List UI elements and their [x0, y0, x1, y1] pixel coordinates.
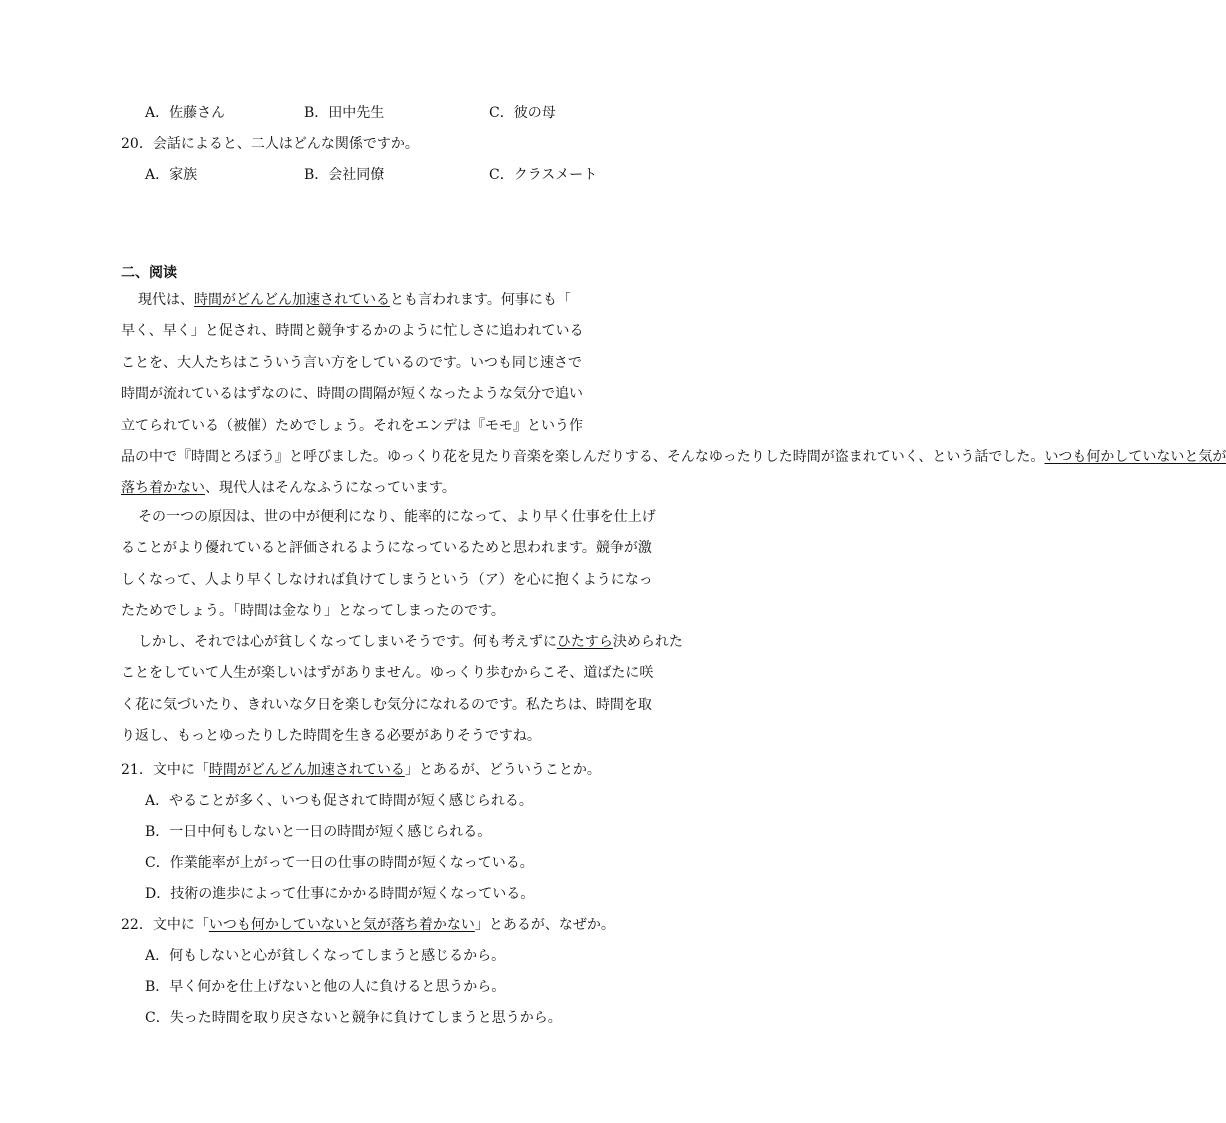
p1-line1-rest: とも言われます。何事にも「: [390, 292, 571, 308]
p1-text-end: 、現代人はそんなふうになっています。: [205, 480, 456, 497]
q20-option-c: C．クラスメート: [489, 167, 598, 183]
p2-line-4: たためでしょう。「時間は金なり」となってしまったのです。: [121, 603, 505, 620]
reading-paragraph-2: [121, 502, 677, 628]
p3-underline-hitasura: ひたすら: [556, 634, 613, 650]
p1-line-5: 立てられている（被催）ためでしょう。それをエンデは『モモ』という作: [121, 417, 583, 434]
p1-underline-restless-b: 落ち着かない: [121, 480, 205, 497]
q22-question: [121, 914, 615, 934]
q20-option-b: B．会社同僚: [304, 167, 385, 183]
p1-line-4: 時間が流れているはずなのに、時間の間隔が短くなったような気分で追い: [121, 386, 583, 403]
q20-question: 20．会話によると、二人はどんな関係ですか。: [121, 136, 419, 152]
q21-option-a: A．やることが多く、いつも促されて時間が短く感じられる。: [145, 793, 533, 809]
p1-line-6: 品の中で『時間とろぼう』と呼びました。ゆっくり花を見たり音楽を楽しんだりする、そんなゆったりした時間が盗まれていく、という話でした。いつも何かしていないと気が: [121, 449, 1226, 466]
q22-option-a: A．何もしないと心が貧しくなってしまうと感じるから。: [145, 948, 506, 964]
p3-line-4: り返し、もっとゆったりした時間を生きる必要がありそうですね。: [121, 728, 541, 745]
p1-line-7: [121, 473, 677, 504]
q19-option-b: B．田中先生: [304, 105, 385, 121]
q21-quote: 時間がどんどん加速されている: [208, 762, 405, 778]
p2-line-2: ることがより優れていると評価されるようになっているためと思われます。競争が激: [121, 540, 652, 557]
q22-option-b: B．早く何かを仕上げないと他の人に負けると思うから。: [145, 979, 506, 995]
reading-paragraph-3: [121, 627, 683, 753]
q22-quote: いつも何かしていないと気が落ち着かない: [208, 917, 475, 933]
p3-line-1: しかし、それでは心が貧しくなってしまいそうです。何も考えずにひたすら決められた: [138, 634, 683, 650]
p3-line-2: ことをしていて人生が楽しいはずがありません。ゆっくり歩むからこそ、道ばたに咲: [121, 665, 654, 682]
p1-line-2: 早く、早く」と促され、時間と競争するかのように忙しさに追われている: [121, 323, 584, 340]
q21-prefix: 21．文中に「: [121, 762, 209, 778]
q21-option-c: C．作業能率が上がって一日の仕事の時間が短くなっている。: [145, 855, 534, 871]
q21-suffix: 」とあるが、どういうことか。: [404, 762, 601, 778]
q22-suffix: 」とあるが、なぜか。: [474, 917, 615, 933]
q22-option-c: C．失った時間を取り戻さないと競争に負けてしまうと思うから。: [145, 1010, 562, 1026]
q19-option-a: A．佐藤さん: [145, 105, 226, 121]
reading-paragraph-1: [121, 285, 1226, 505]
p3-line-3: く花に気づいたり、きれいな夕日を楽しむ気分になれるのです。私たちは、時間を取: [121, 696, 652, 713]
q19-option-c: C．彼の母: [489, 105, 556, 121]
q21-option-b: B．一日中何もしないと一日の時間が短く感じられる。: [145, 824, 492, 840]
p2-line-3: しくなって、人より早くしなければ負けてしまうという（ア）を心に抱くようになっ: [121, 571, 653, 588]
p3-text-1: しかし、それでは心が貧しくなってしまいそうです。何も考えずに: [138, 634, 557, 650]
q21-question: [121, 759, 601, 779]
q21-option-d: D．技術の進歩によって仕事にかかる時間が短くなっている。: [145, 886, 535, 902]
p1-underline-accelerated: 時間がどんどん加速されている: [194, 292, 390, 308]
q22-prefix: 22．文中に「: [121, 917, 209, 933]
section-heading: 二、阅读: [121, 265, 177, 281]
p1-underline-restless-a: いつも何かしていないと気が: [1044, 449, 1226, 466]
p1-line-3: ことを、大人たちはこういう言い方をしているのです。いつも同じ速さで: [121, 354, 582, 371]
p1-text-1: 現代は、: [138, 292, 194, 308]
p2-line-1: その一つの原因は、世の中が便利になり、能率的になって、より早く仕事を仕上げ: [138, 509, 656, 525]
q20-option-a: A．家族: [145, 167, 198, 183]
